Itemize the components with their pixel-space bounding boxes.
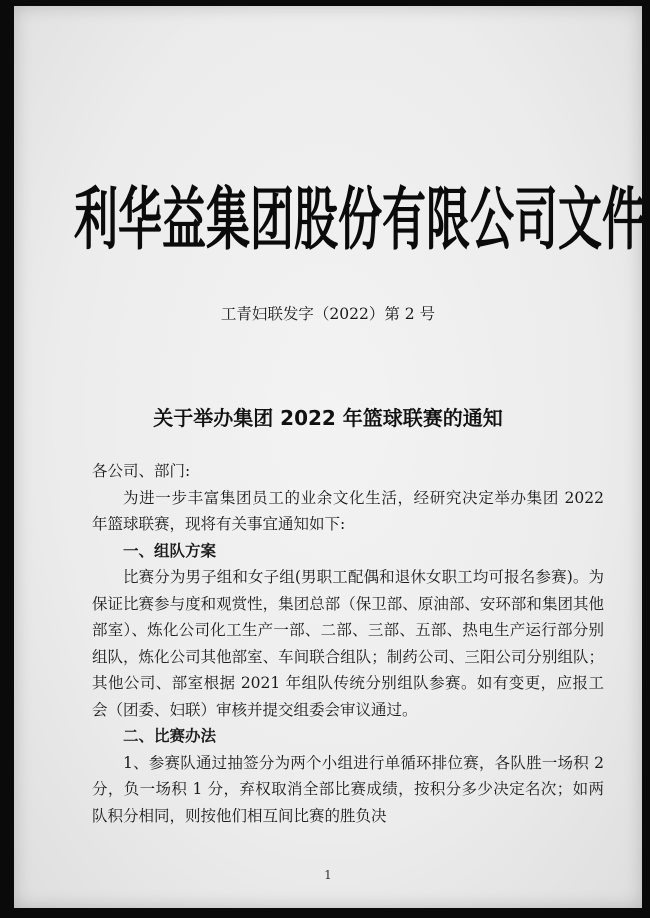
document-number: 工青妇联发字（2022）第 2 号 [220,305,436,323]
document-page [14,6,646,908]
section-paragraph-competition-rules: 1、参赛队通过抽签分为两个小组进行单循环排位赛，各队胜一场积 2 分，负一场积 1 分，弃权取消全部比赛成绩，按积分多少决定名次；如两队积分相同，则按他们相互间比赛的胜负决 [92,753,604,825]
intro-paragraph: 为进一步丰富集团员工的业余文化生活，经研究决定举办集团 2022 年篮球联赛，现将有关事宜通知如下: [92,488,604,533]
section-paragraph-team-plan: 比赛分为男子组和女子组(男职工配偶和退休女职工均可报名参赛)。为保证比赛参与度和观赏性，集团总部（保卫部、原油部、安环部和集团其他部室）、炼化公司化工生产一部、二部、三部、五部、热电生产运行部分别组队，炼化公司其他部室、车间联合组队；制药公司、三阳公司分别组队；其他公司、部室根据 2021 年组队传统分别组队参赛。如有变更，应报工会（团委、妇联）审核并提交组委会审议通过。 [92,568,604,719]
section-heading-team-plan: 一、组队方案 [123,541,217,560]
company-header-title: 利华益集团股份有限公司文件 [74,181,646,261]
salutation: 各公司、部门: [92,462,191,480]
document-body [92,458,604,829]
notice-title: 关于举办集团 2022 年篮球联赛的通知 [153,406,503,430]
page-number: 1 [324,868,332,882]
section-heading-competition-rules: 二、比赛办法 [123,727,217,745]
